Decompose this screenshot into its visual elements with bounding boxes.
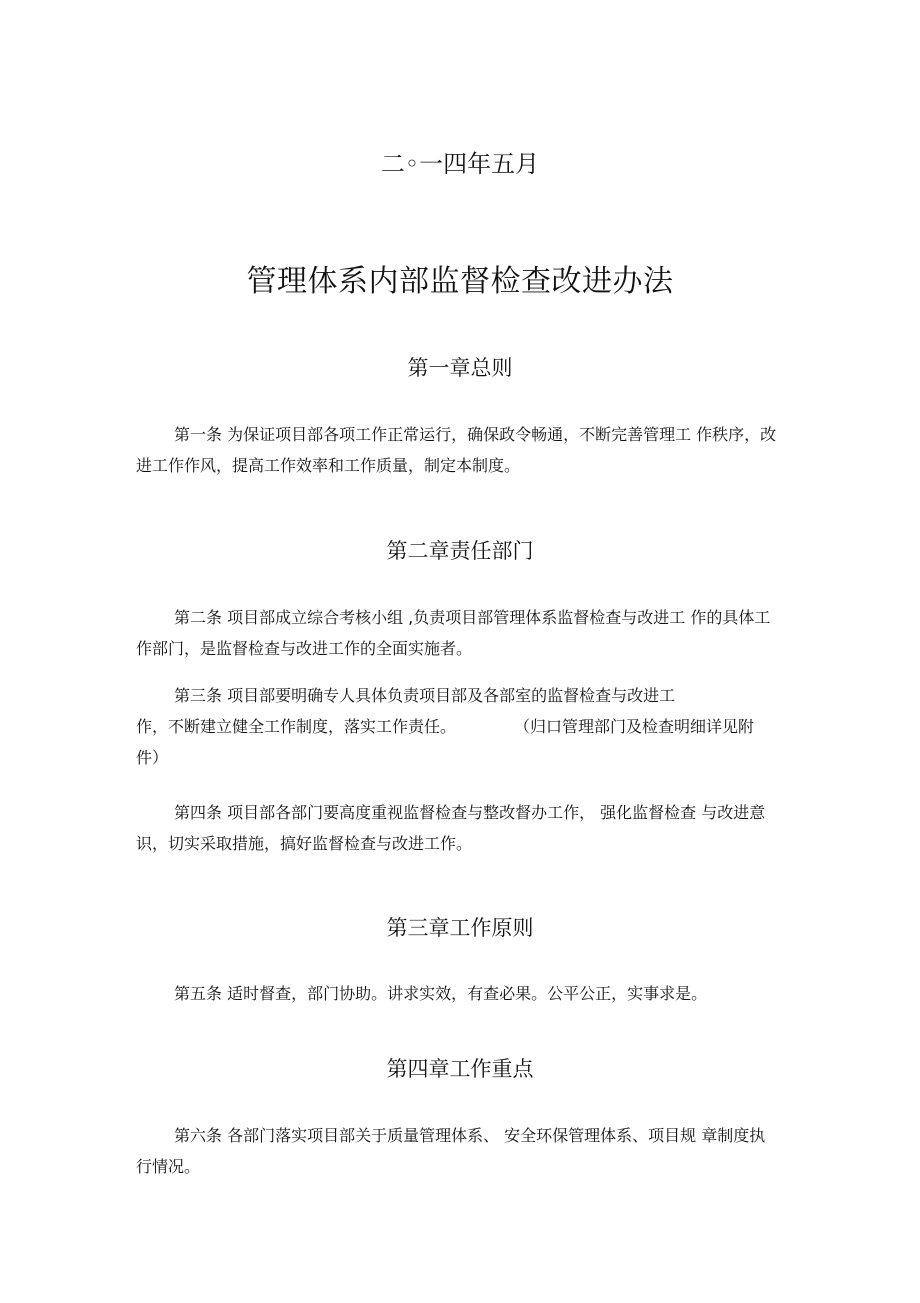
- article-6-line-2: 行情况。: [136, 1157, 201, 1176]
- article-3-line-2: [136, 711, 786, 742]
- article-4-line-2: 识，切实采取措施，搞好监督检查与改进工作。: [136, 834, 473, 853]
- article-1-line-1: 第一条 为保证项目部各项工作正常运行，确保政令畅通，不断完善管理工 作秩序，改: [174, 425, 777, 444]
- chapter-2-heading: 第二章责任部门: [386, 539, 534, 563]
- article-4-line-1: 第四条 项目部各部门要高度重视监督检查与整改督办工作， 强化监督检查 与改进意: [174, 803, 766, 822]
- article-6-line-1: 第六条 各部门落实项目部关于质量管理体系、 安全环保管理体系、项目规 章制度执: [174, 1126, 766, 1145]
- article-2-line-1: 第二条 项目部成立综合考核小组 ,负责项目部管理体系监督检查与改进工 作的具体工: [174, 608, 771, 627]
- article-6: [136, 1120, 786, 1182]
- document-title: 管理体系内部监督检查改进办法: [246, 264, 674, 299]
- article-3-line-1: 第三条 项目部要明确专人具体负责项目部及各部室的监督检查与改进工: [174, 686, 676, 705]
- article-3: [136, 680, 786, 773]
- article-3-line-2-part-1: 作，不断建立健全工作制度，落实工作责任。: [136, 717, 457, 736]
- document-date: 二◦一四年五月: [380, 150, 540, 178]
- article-4: [136, 797, 786, 859]
- article-3-line-2-part-2: （归口管理部门及检查明细详见附: [514, 717, 755, 736]
- chapter-1-heading: 第一章总则: [407, 356, 513, 380]
- article-2-line-2: 作部门，是监督检查与改进工作的全面实施者。: [136, 639, 473, 658]
- article-3-line-3: 件）: [136, 748, 169, 767]
- article-2: [136, 602, 786, 664]
- article-1: [136, 419, 786, 481]
- article-5-line-1: 第五条 适时督查，部门协助。讲求实效，有查必果。公平公正，实事求是。: [174, 984, 708, 1003]
- chapter-4-heading: 第四章工作重点: [386, 1057, 534, 1081]
- chapter-3-heading: 第三章工作原则: [386, 916, 534, 940]
- article-1-line-2: 进工作作风，提高工作效率和工作质量，制定本制度。: [136, 456, 521, 475]
- article-5: [136, 978, 786, 1009]
